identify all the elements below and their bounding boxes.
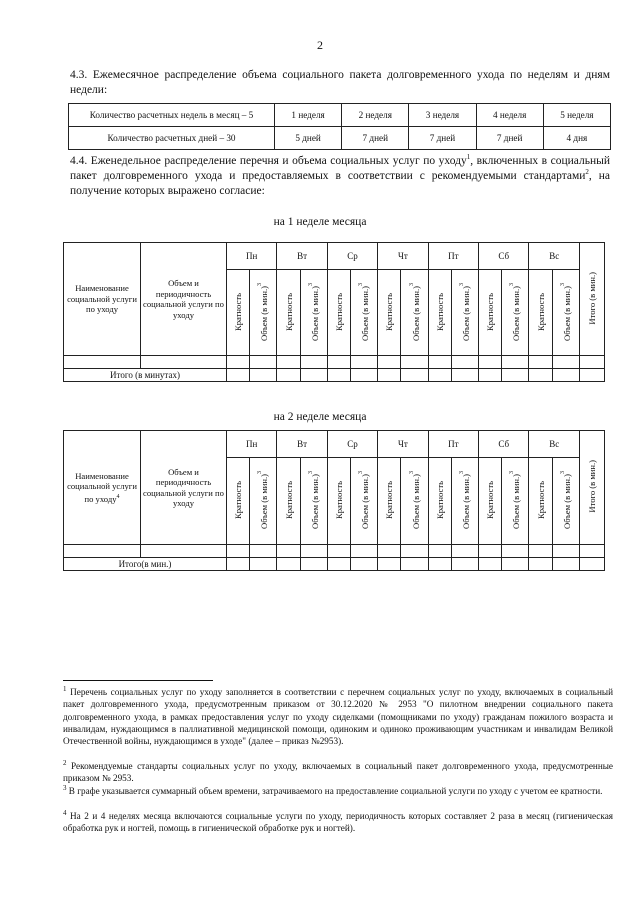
day-header: Сб xyxy=(479,243,529,270)
table-row xyxy=(69,104,611,127)
week-cell: 3 неделя xyxy=(409,104,476,127)
sub-volume: Объем (в мин.)$^3$ xyxy=(502,458,529,545)
days-cell: 7 дней xyxy=(342,127,409,150)
sub-volume: Объем (в мин.)$^3$ xyxy=(250,458,277,545)
col-total: Итого (в мин.) xyxy=(580,243,605,356)
day-header: Ср xyxy=(327,431,377,458)
sub-volume: Объем (в мин.)$^3$ xyxy=(401,458,428,545)
table-row xyxy=(64,545,605,558)
sub-kratnost: Кратность xyxy=(378,458,401,545)
day-header: Чт xyxy=(378,431,428,458)
sub-volume: Объем (в мин.)$^3$ xyxy=(250,270,277,356)
sub-volume: Объем (в мин.)$^3$ xyxy=(351,270,378,356)
sub-kratnost: Кратность xyxy=(277,458,300,545)
day-header: Чт xyxy=(378,243,428,270)
days-cell: 7 дней xyxy=(409,127,476,150)
table-row xyxy=(69,127,611,150)
week1-services-table xyxy=(63,242,605,382)
sub-volume: Объем (в мин.)$^3$ xyxy=(351,458,378,545)
table-row xyxy=(64,243,605,270)
day-header: Вс xyxy=(529,243,580,270)
week2-services-table xyxy=(63,430,605,571)
col-total: Итого (в мин.) xyxy=(580,431,605,545)
row1-label: Количество расчетных недель в месяц – 5 xyxy=(69,104,275,127)
sub-volume: Объем (в мин.)$^3$ xyxy=(502,270,529,356)
day-header: Вс xyxy=(529,431,580,458)
weeks-distribution-table xyxy=(68,103,611,150)
footnote-separator xyxy=(63,680,213,681)
sub-kratnost: Кратность xyxy=(378,270,401,356)
sub-volume: Объем (в мин.)$^3$ xyxy=(451,458,478,545)
week-cell: 4 неделя xyxy=(476,104,543,127)
col-service-name: Наименование социальной услуги по уходу$^4$ xyxy=(64,431,141,545)
table-row xyxy=(64,558,605,571)
sub-kratnost: Кратность xyxy=(479,270,502,356)
day-header: Пн xyxy=(227,431,277,458)
sub-kratnost: Кратность xyxy=(277,270,300,356)
days-cell: 5 дней xyxy=(275,127,342,150)
sub-volume: Объем (в мин.)$^3$ xyxy=(401,270,428,356)
col-volume-period: Объем и периодичность социальной услуги по уходу xyxy=(141,243,227,356)
sub-volume: Объем (в мин.)$^3$ xyxy=(552,270,579,356)
footnote-1: $^1$ Перечень социальных услуг по уходу заполняется в соответствии с перечнем социальных услуг по уходу, включаемых в социальный пакет долговременного ухода, предусмотренным приказом от 30.12.2020 № 2953 "О пилотном внедрении социального пакета долговременного ухода, в рамках предоставления услуг по уходу сиделками (помощниками по уходу) гражданам пожилого возраста и инвалидам, нуждающимся в паллиативной медицинской помощи, одиноким и одиноко проживающим участникам и инвалидам Великой Отечественной войны, нуждающимся в уходе" (далее – приказ №2953). xyxy=(63,684,613,747)
sub-volume: Объем (в мин.)$^3$ xyxy=(300,270,327,356)
col-volume-period: Объем и периодичность социальной услуги по уходу xyxy=(141,431,227,545)
col-service-name: Наименование социальной услуги по уходу xyxy=(64,243,141,356)
week-cell: 1 неделя xyxy=(275,104,342,127)
week1-caption: на 1 неделе месяца xyxy=(273,216,367,228)
week2-caption: на 2 неделе месяца xyxy=(273,411,367,423)
footnote-2: $^2$ Рекомендуемые стандарты социальных услуг по уходу, включаемых в социальный пакет долговременного ухода, предусмотренные приказом № 2953. xyxy=(63,758,614,784)
table-row xyxy=(64,369,605,382)
sub-kratnost: Кратность xyxy=(327,458,350,545)
sub-kratnost: Кратность xyxy=(428,458,451,545)
table-row xyxy=(64,431,605,458)
total-row-label: Итого (в минутах) xyxy=(64,369,227,382)
sub-kratnost: Кратность xyxy=(529,270,552,356)
sub-kratnost: Кратность xyxy=(428,270,451,356)
sub-kratnost: Кратность xyxy=(327,270,350,356)
week-cell: 5 неделя xyxy=(543,104,610,127)
day-header: Вт xyxy=(277,243,327,270)
day-header: Пт xyxy=(428,431,478,458)
sub-kratnost: Кратность xyxy=(227,270,250,356)
sub-kratnost: Кратность xyxy=(529,458,552,545)
day-header: Ср xyxy=(327,243,377,270)
days-cell: 7 дней xyxy=(476,127,543,150)
sub-kratnost: Кратность xyxy=(227,458,250,545)
sub-volume: Объем (в мин.)$^3$ xyxy=(552,458,579,545)
day-header: Пн xyxy=(227,243,277,270)
table-row xyxy=(64,356,605,369)
page-number: 2 xyxy=(317,38,323,52)
week-cell: 2 неделя xyxy=(342,104,409,127)
sub-volume: Объем (в мин.)$^3$ xyxy=(451,270,478,356)
day-header: Сб xyxy=(479,431,529,458)
footnote-ref: 1 xyxy=(466,153,471,162)
day-header: Вт xyxy=(277,431,327,458)
section-4-3-text: 4.3. Ежемесячное распределение объема социального пакета долговременного ухода по неделям и дням недели: xyxy=(70,69,610,96)
footnote-ref: 2 xyxy=(585,168,589,177)
row2-label: Количество расчетных дней – 30 xyxy=(69,127,275,150)
total-row-label: Итого(в мин.) xyxy=(64,558,227,571)
day-header: Пт xyxy=(428,243,478,270)
days-cell: 4 дня xyxy=(543,127,610,150)
footnote-4: $^4$ На 2 и 4 неделях месяца включаются социальные услуги по уходу, периодичность которых составляет 2 раза в месяц (гигиеническая обработка рук и ногтей, помощь в гигиенической обработке рук и ногтей). xyxy=(63,808,613,834)
footnote-3: $^3$ В графе указывается суммарный объем времени, затрачиваемого на предоставление социальной услуги по уходу с учетом ее кратности. xyxy=(63,783,603,796)
section-4-4-text: 4.4. Еженедельное распределение перечня и объема социальных услуг по уходу$^1$, включенных в социальный пакет долговременного ухода и предоставляемых в соответствии с рекомендуемыми стандартами$^2$, на получение которых выражено согласие: xyxy=(70,153,610,197)
sub-kratnost: Кратность xyxy=(479,458,502,545)
sub-volume: Объем (в мин.)$^3$ xyxy=(300,458,327,545)
